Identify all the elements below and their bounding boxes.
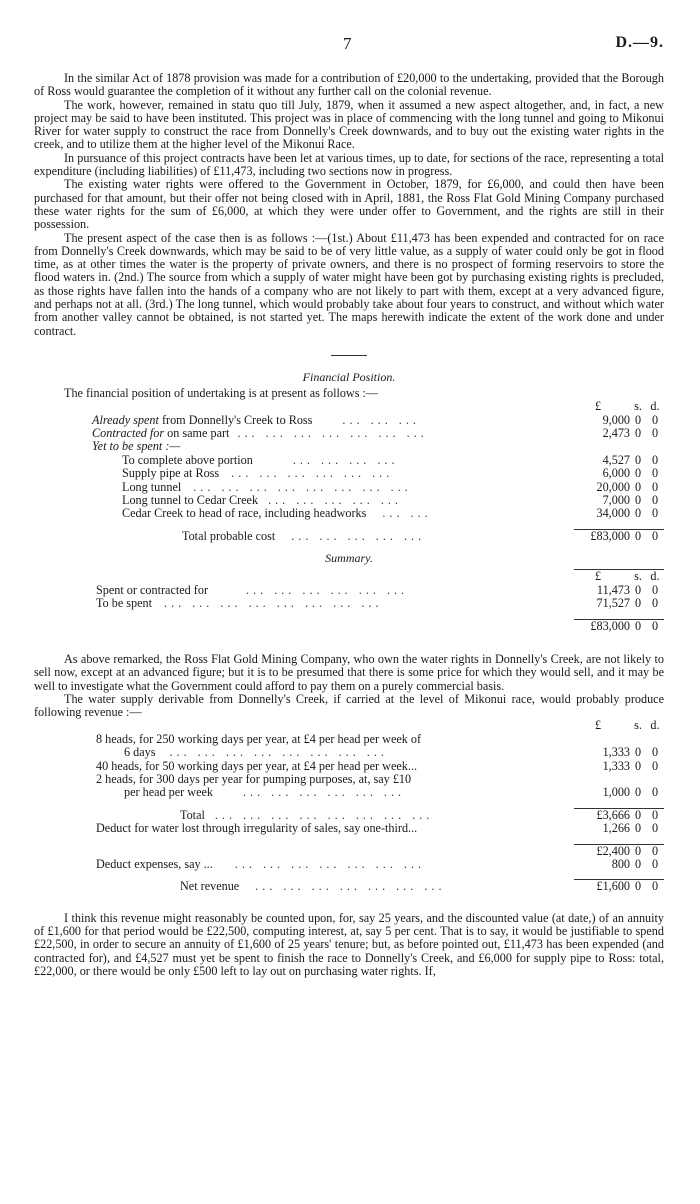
amount-pounds: 4,527 xyxy=(602,453,630,467)
paragraph: The present aspect of the case then is as follows :—(1st.) About £11,473 has been expended and contracted for on race from Donnelly's Creek downwards, which may be said to be of very little value, as a supply of water could only be got in flood time, as at other times the water is the property of private owners, and there is no prospect of forming reservoirs to store the flood waters in. (2nd.) The source from which a supply of water might have been got by purchasing existing rights is precluded, as those rights have fallen into the hands of a company who are not likely to part with them, except at a very advanced figure, and perhaps not at all. (3rd.) The long tunnel, which would probably take about four years to construct, and without which water from another valley cannot be obtained, is not started yet. The maps herewith indicate the extent of the work done and under contract. xyxy=(34,230,664,338)
amount-pence: 0 xyxy=(651,822,659,836)
total-pence: 0 xyxy=(646,529,664,543)
document-reference: D.—9. xyxy=(615,34,664,51)
pounds-header: £ xyxy=(594,719,602,733)
paragraph: The existing water rights were offered to the Government in October, 1879, for £6,000, and could then have been purchased for that amount, but their offer not being closed with in April, 1881, the Ross Flat Gold Mining Company purchased these water rights for the sum of £6,000, at which they were under offer to Government, and the rights are still in their possession. xyxy=(34,177,664,232)
pounds-header: £ xyxy=(594,400,602,414)
table-row: Cedar Creek to head of race, including headworks ... ... 34,000 0 0 xyxy=(34,507,664,520)
amount-pounds: 11,473 xyxy=(596,583,630,597)
total-row: Total ... ... ... ... ... ... ... ... £3,666 0 0 xyxy=(34,808,664,822)
paragraph xyxy=(34,99,664,152)
net-revenue-label: Net revenue xyxy=(180,879,240,894)
amount-pounds: 34,000 xyxy=(596,507,630,521)
row-label: 6 days xyxy=(124,746,156,760)
total-row: Total probable cost ... ... ... ... ... £83,000 0 0 xyxy=(34,529,664,543)
row-label: Spent or contracted for xyxy=(96,583,209,597)
total-label: Total probable cost xyxy=(182,529,276,543)
amount-pounds: 1,333 xyxy=(602,746,630,760)
yet-to-be-spent-label: Yet to be spent :— xyxy=(92,440,181,454)
table-row: Contracted for on same part ... ... ... ... ... ... ... 2,473 0 0 xyxy=(34,427,664,440)
net-revenue-row: Net revenue ... ... ... ... ... ... ... £1,600 0 0 xyxy=(34,880,664,894)
paragraph-text: The work, however, remained in statu quo till July, 1879, when it assumed a new aspect altogether, and, in fact, a new project may be said to have been instituted. This project was in place of commencing with the long tunnel and going to Mikonui River for water supply to construct the race from Donnelly's Creek downwards, and to buy out the existing water rights in the creek, and to utilize them at the higher level of the Mikonui Race. xyxy=(34,97,664,152)
total-label: Total xyxy=(180,808,205,822)
total-pounds: £3,666 xyxy=(574,808,630,822)
amount-pounds: 9,000 xyxy=(602,413,630,427)
amount-shillings: 0 xyxy=(634,413,642,427)
table-row xyxy=(34,440,664,453)
financial-position-title: Financial Position. xyxy=(302,369,396,384)
row-label: To be spent xyxy=(96,597,153,611)
amount-shillings: 0 xyxy=(634,467,642,481)
amount-shillings: 0 xyxy=(634,583,642,597)
table-row: Long tunnel ... ... ... ... ... ... ... ... 20,000 0 0 xyxy=(34,481,664,494)
amount-pounds: 1,333 xyxy=(602,759,630,773)
amount-pence: 0 xyxy=(651,453,659,467)
row-label: Cedar Creek to head of race, including headworks xyxy=(122,507,367,521)
subtotal-shillings: 0 xyxy=(630,844,646,858)
column-headers xyxy=(34,719,664,732)
amount-pence: 0 xyxy=(651,746,659,760)
amount-shillings: 0 xyxy=(634,494,642,508)
amount-shillings: 0 xyxy=(634,427,642,441)
table-row: 6 days ... ... ... ... ... ... ... ... 1,333 0 0 xyxy=(34,746,664,759)
paragraph: As above remarked, the Ross Flat Gold Mining Company, who own the water rights in Donnelly's Creek, are not likely to sell now, except at an advanced figure; but it is to be presumed that there is some price for which they would sell, and it may be well to investigate what the Government could afford to pay them on a purely commercial basis. xyxy=(34,651,664,693)
row-label: per head per week xyxy=(124,786,213,800)
amount-shillings: 0 xyxy=(634,453,642,467)
amount-pence: 0 xyxy=(651,507,659,521)
table-row: Spent or contracted for ... ... ... ... ... ... 11,473 0 0 xyxy=(34,584,664,597)
amount-shillings: 0 xyxy=(634,858,642,872)
subtotal-pounds: £2,400 xyxy=(574,844,630,858)
total-pounds: £83,000 xyxy=(574,529,630,543)
table-row: To complete above portion ... ... ... ... 4,527 0 0 xyxy=(34,454,664,467)
row-label: Long tunnel xyxy=(122,480,182,494)
net-revenue-pounds: £1,600 xyxy=(574,880,630,894)
row-label: on same part xyxy=(164,427,230,441)
total-row xyxy=(34,619,664,633)
amount-shillings: 0 xyxy=(634,507,642,521)
amount-pence: 0 xyxy=(651,480,659,494)
net-revenue-pence: 0 xyxy=(646,880,664,894)
amount-shillings: 0 xyxy=(634,822,642,836)
row-label: Supply pipe at Ross xyxy=(122,467,220,481)
amount-shillings: 0 xyxy=(634,746,642,760)
summary-table xyxy=(34,569,664,633)
total-shillings: 0 xyxy=(630,619,646,633)
total-pounds: £83,000 xyxy=(574,619,630,633)
row-label: Deduct expenses, say ... xyxy=(96,858,213,872)
table-row: Long tunnel to Cedar Creek ... ... ... ... ... 7,000 0 0 xyxy=(34,494,664,507)
page-number: 7 xyxy=(343,34,352,53)
total-pence: 0 xyxy=(646,619,664,633)
subtotal-pence: 0 xyxy=(646,844,664,858)
row-label: 8 heads, for 250 working days per year, at £4 per head per week of xyxy=(96,732,422,746)
column-headers xyxy=(34,570,664,584)
amount-pounds: 1,000 xyxy=(602,786,630,800)
subtotal-row xyxy=(34,844,664,858)
table-row: Supply pipe at Ross ... ... ... ... ... ... 6,000 0 0 xyxy=(34,467,664,480)
row-label-italic: Already spent xyxy=(92,413,159,427)
paragraph: The water supply derivable from Donnelly's Creek, if carried at the level of Mikonui race, would probably produce following revenue :— xyxy=(34,691,664,720)
pence-header: d. xyxy=(646,570,664,584)
row-label: 2 heads, for 300 days per year for pumping purposes, at, say £10 xyxy=(96,773,412,787)
document-page xyxy=(34,26,664,978)
net-revenue-shillings: 0 xyxy=(630,880,646,894)
paragraph: In the similar Act of 1878 provision was made for a contribution of £20,000 to the undertaking, provided that the Borough of Ross would guarantee the completion of it without any further call on the colonial revenue. xyxy=(34,71,664,99)
amount-shillings: 0 xyxy=(634,786,642,800)
table-row: Already spent from Donnelly's Creek to Ross ... ... ... 9,000 0 0 xyxy=(34,414,664,427)
row-label: Deduct for water lost through irregularity of sales, say one-third... xyxy=(96,822,418,836)
summary-title: Summary. xyxy=(325,551,373,566)
table-row: To be spent ... ... ... ... ... ... ... ... 71,527 0 0 xyxy=(34,597,664,610)
total-shillings: 0 xyxy=(630,808,646,822)
column-headers xyxy=(34,400,664,413)
pounds-header: £ xyxy=(574,570,630,584)
amount-pence: 0 xyxy=(651,786,659,800)
amount-pounds: 6,000 xyxy=(602,467,630,481)
page-header xyxy=(34,26,664,52)
amount-pounds: 71,527 xyxy=(596,597,630,611)
amount-pounds: 20,000 xyxy=(596,480,630,494)
row-label-italic: Contracted for xyxy=(92,427,165,441)
table-row: per head per week ... ... ... ... ... ... 1,000 0 0 xyxy=(34,786,664,799)
amount-pence: 0 xyxy=(651,467,659,481)
table-row xyxy=(34,773,664,786)
amount-pence: 0 xyxy=(651,427,659,441)
amount-shillings: 0 xyxy=(634,759,642,773)
table-row xyxy=(34,760,664,773)
amount-shillings: 0 xyxy=(634,597,642,611)
amount-pence: 0 xyxy=(651,413,659,427)
paragraph: In pursuance of this project contracts have been let at various times, up to date, for sections of the race, representing a total expenditure (including liabilities) of £11,473, including two sections now in progress. xyxy=(34,150,664,179)
revenue-table xyxy=(34,719,664,893)
amount-pounds: 1,266 xyxy=(602,822,630,836)
row-label: 40 heads, for 50 working days per year, at £4 per head per week... xyxy=(96,759,418,773)
shillings-header: s. xyxy=(634,719,642,733)
row-label: Long tunnel to Cedar Creek xyxy=(122,494,259,508)
row-label: To complete above portion xyxy=(122,453,253,467)
amount-pence: 0 xyxy=(651,583,659,597)
total-shillings: 0 xyxy=(630,529,646,543)
amount-shillings: 0 xyxy=(634,480,642,494)
amount-pounds: 2,473 xyxy=(602,427,630,441)
amount-pence: 0 xyxy=(651,858,659,872)
section-divider xyxy=(331,355,367,356)
shillings-header: s. xyxy=(634,400,642,414)
amount-pounds: 7,000 xyxy=(602,494,630,508)
amount-pounds: 800 xyxy=(611,858,630,872)
shillings-header: s. xyxy=(630,570,646,584)
final-paragraph: I think this revenue might reasonably be counted upon, for, say 25 years, and the discounted value (at date,) of an annuity of £1,600 for that period would be £22,500, computing interest, at, say 5 per cent. That is to say, it would be justifiable to spend £22,500, in order to secure an annuity of £1,600 of 25 years' tenure; but, as before pointed out, £11,473 has been expended (and contracted for), and £4,527 must yet be spent to finish the race to Donnelly's Creek, and £6,000 for supply pipe to Ross: total, £22,000, or there would be only £500 left to lay out on purchasing water rights. If, xyxy=(34,910,664,979)
total-pence: 0 xyxy=(646,808,664,822)
row-label: from Donnelly's Creek to Ross xyxy=(158,413,313,427)
pence-header: d. xyxy=(650,400,660,414)
pence-header: d. xyxy=(650,719,660,733)
amount-pence: 0 xyxy=(651,597,659,611)
amount-pence: 0 xyxy=(651,494,659,508)
amount-pence: 0 xyxy=(651,759,659,773)
financial-position-table xyxy=(34,400,664,543)
table-row xyxy=(34,822,664,835)
table-row xyxy=(34,733,664,746)
table-row: Deduct expenses, say ... ... ... ... ... ... ... ... 800 0 0 xyxy=(34,858,664,871)
financial-intro: The financial position of undertaking is at present as follows :— xyxy=(64,385,379,400)
